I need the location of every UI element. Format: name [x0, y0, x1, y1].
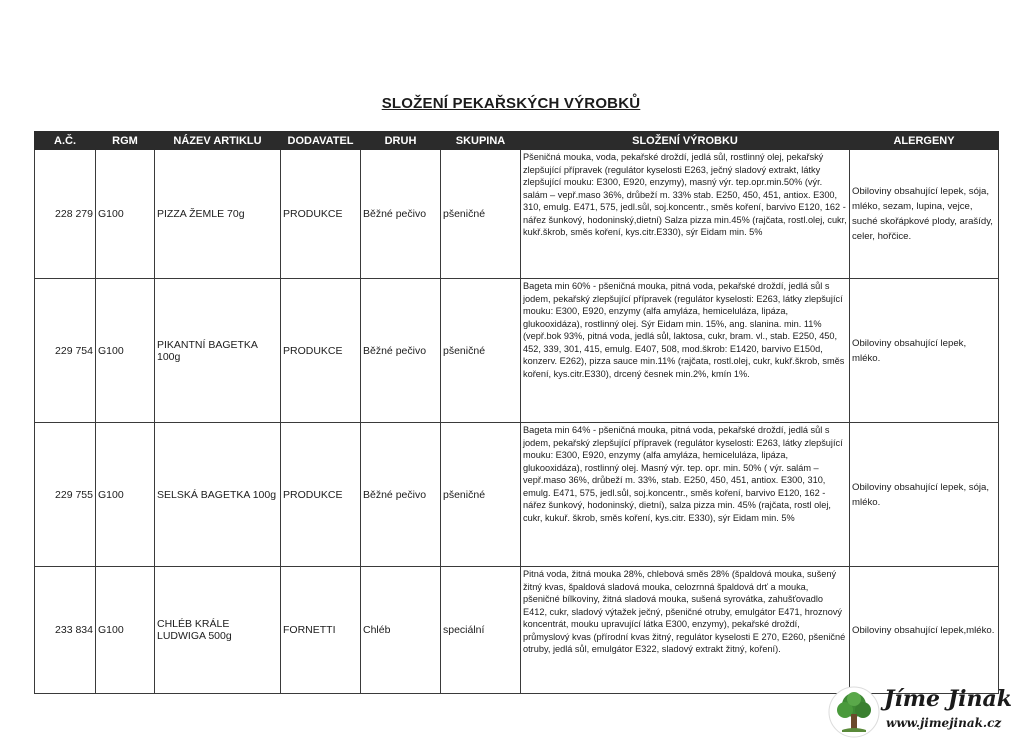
header-composition: SLOŽENÍ VÝROBKU: [521, 132, 850, 150]
cell-supplier: FORNETTI: [281, 567, 361, 694]
header-name: NÁZEV ARTIKLU: [155, 132, 281, 150]
cell-rgm: G100: [96, 567, 155, 694]
brand-url[interactable]: www.jimejinak.cz: [886, 716, 1002, 730]
cell-name: PIKANTNÍ BAGETKA 100g: [155, 279, 281, 423]
cell-group: pšeničné: [441, 150, 521, 279]
cell-allergens: Obiloviny obsahující lepek, mléko.: [850, 279, 999, 423]
header-type: DRUH: [361, 132, 441, 150]
cell-rgm: G100: [96, 423, 155, 567]
composition-table: [34, 131, 999, 694]
cell-name: PIZZA ŽEMLE 70g: [155, 150, 281, 279]
table-row: [35, 150, 999, 279]
table-row: [35, 279, 999, 423]
cell-ac: 228 279: [35, 150, 96, 279]
page-title: SLOŽENÍ PEKAŘSKÝCH VÝROBKŮ: [381, 95, 641, 112]
cell-name: SELSKÁ BAGETKA 100g: [155, 423, 281, 567]
cell-rgm: G100: [96, 279, 155, 423]
cell-supplier: PRODUKCE: [281, 150, 361, 279]
header-allergens: ALERGENY: [850, 132, 999, 150]
brand-logo: [826, 680, 1022, 742]
table-header-row: [35, 132, 999, 150]
header-group: SKUPINA: [441, 132, 521, 150]
cell-name: CHLÉB KRÁLE LUDWIGA 500g: [155, 567, 281, 694]
cell-supplier: PRODUKCE: [281, 279, 361, 423]
cell-group: pšeničné: [441, 423, 521, 567]
cell-ac: 229 755: [35, 423, 96, 567]
cell-rgm: G100: [96, 150, 155, 279]
cell-group: pšeničné: [441, 279, 521, 423]
cell-allergens: Obiloviny obsahující lepek, sója, mléko.: [850, 423, 999, 567]
cell-composition: Bageta min 64% - pšeničná mouka, pitná voda, pekařské droždí, jedlá sůl s jodem, pekařský zlepšující přípravek (regulátor kyselosti: E263, látky zlepšující mouku: E300, E920, enzymy (alfa amyláza, hemiceluláza, lipáza, glukooxidáza), rostlinný olej. Masný výr. tep. opr. min. 50% ( výr. salám – vepř.maso 36%, drůbeží m. 33%, stab. E250, 450, 451, antiox. E300, 310, emulg. E471, 575, jedl.sůl, soj.koncentr., směs koření, barvivo E120, 162 - nářez šunkový, hodoninský, dietní), salza pizza min. 45% (rajčata, rostl olej, cukr, kukuř. škrob, směs koření, kys.citr. E330), sýr Eidam min. 5%: [521, 423, 850, 567]
table-row: [35, 423, 999, 567]
cell-composition: Pitná voda, žitná mouka 28%, chlebová směs 28% (špaldová mouka, sušený žitný kvas, špaldová sladová mouka, celozrnná špaldová drť a mouka, pšeničné bílkoviny, žitná sladová mouka, sušená syrovátka, zahušťovadlo E412, cukr, sladový výtažek ječný, pšeničné otruby, emulgátor E471, hroznový koncentrát, mouku upravující látka E300, enzymy), pekařské droždí, průmyslový kvas (přírodní kvas žitný, regulátor kyselosti E 270, E260, pšeničné otruby, jedlá sůl, emulgátor E322, sladový extrakt žitný, koření).: [521, 567, 850, 694]
cell-group: speciální: [441, 567, 521, 694]
cell-allergens: Obiloviny obsahující lepek, sója, mléko, sezam, lupina, vejce, suché skořápkové plody, arašídy, celer, hořčice.: [850, 150, 999, 279]
cell-allergens: Obiloviny obsahující lepek,mléko.: [850, 567, 999, 694]
table-row: [35, 567, 999, 694]
cell-type: Běžné pečivo: [361, 150, 441, 279]
header-ac: A.Č.: [35, 132, 96, 150]
cell-ac: 229 754: [35, 279, 96, 423]
cell-type: Chléb: [361, 567, 441, 694]
cell-ac: 233 834: [35, 567, 96, 694]
cell-type: Běžné pečivo: [361, 423, 441, 567]
header-rgm: RGM: [96, 132, 155, 150]
cell-type: Běžné pečivo: [361, 279, 441, 423]
header-supplier: DODAVATEL: [281, 132, 361, 150]
tree-icon: [828, 686, 880, 738]
cell-composition: Pšeničná mouka, voda, pekařské droždí, jedlá sůl, rostlinný olej, pekařský zlepšující přípravek (regulátor kyselosti E263, ječný sladový extrakt, látky zlepšující mouku: E300, E920, enzymy), masný výr. tep.opr.min.50% (výr. salám – vepř.maso 36%, drůbeží m. 33% stab. E250, 450, 451, antiox. E300, 310, emulg. E471, 575, jedl.sůl, soj.koncentr., směs koření, barvivo E120, 162 - nářez šunkový, hodoninský,dietní) Salza pizza min.45% (rajčata, rostl.olej, cukr, kukř.škrob, směs koření, kys.citr.E330), sýr Eidam min. 5%: [521, 150, 850, 279]
cell-supplier: PRODUKCE: [281, 423, 361, 567]
brand-name: Jíme Jinak: [884, 686, 1012, 712]
cell-composition: Bageta min 60% - pšeničná mouka, pitná voda, pekařské droždí, jedlá sůl s jodem, pekařský zlepšující přípravek (regulátor kyselosti: E263, látky zlepšující mouku: E300, E920, enzymy (alfa amyláza, hemiceluláza, lipáza, glukooxidáza), rostlinný olej. Sýr Eidam min. 15%, ang. slanina. min. 11% (vepř.bok 93%, pitná voda, jedlá sůl, laktosa, cukr, bram. vl., stab. E250, 450, 452, 339, 301, 415, emulg. E407, 508, mod.škrob: E1420, barvivo E150d, konzerv. E262), pizza sauce min.11% (rajčata, rostl.olej, cukr, kukř.škrob, směs koření, kys.citr.E330), drcený česnek min.2%, kmín 1%.: [521, 279, 850, 423]
